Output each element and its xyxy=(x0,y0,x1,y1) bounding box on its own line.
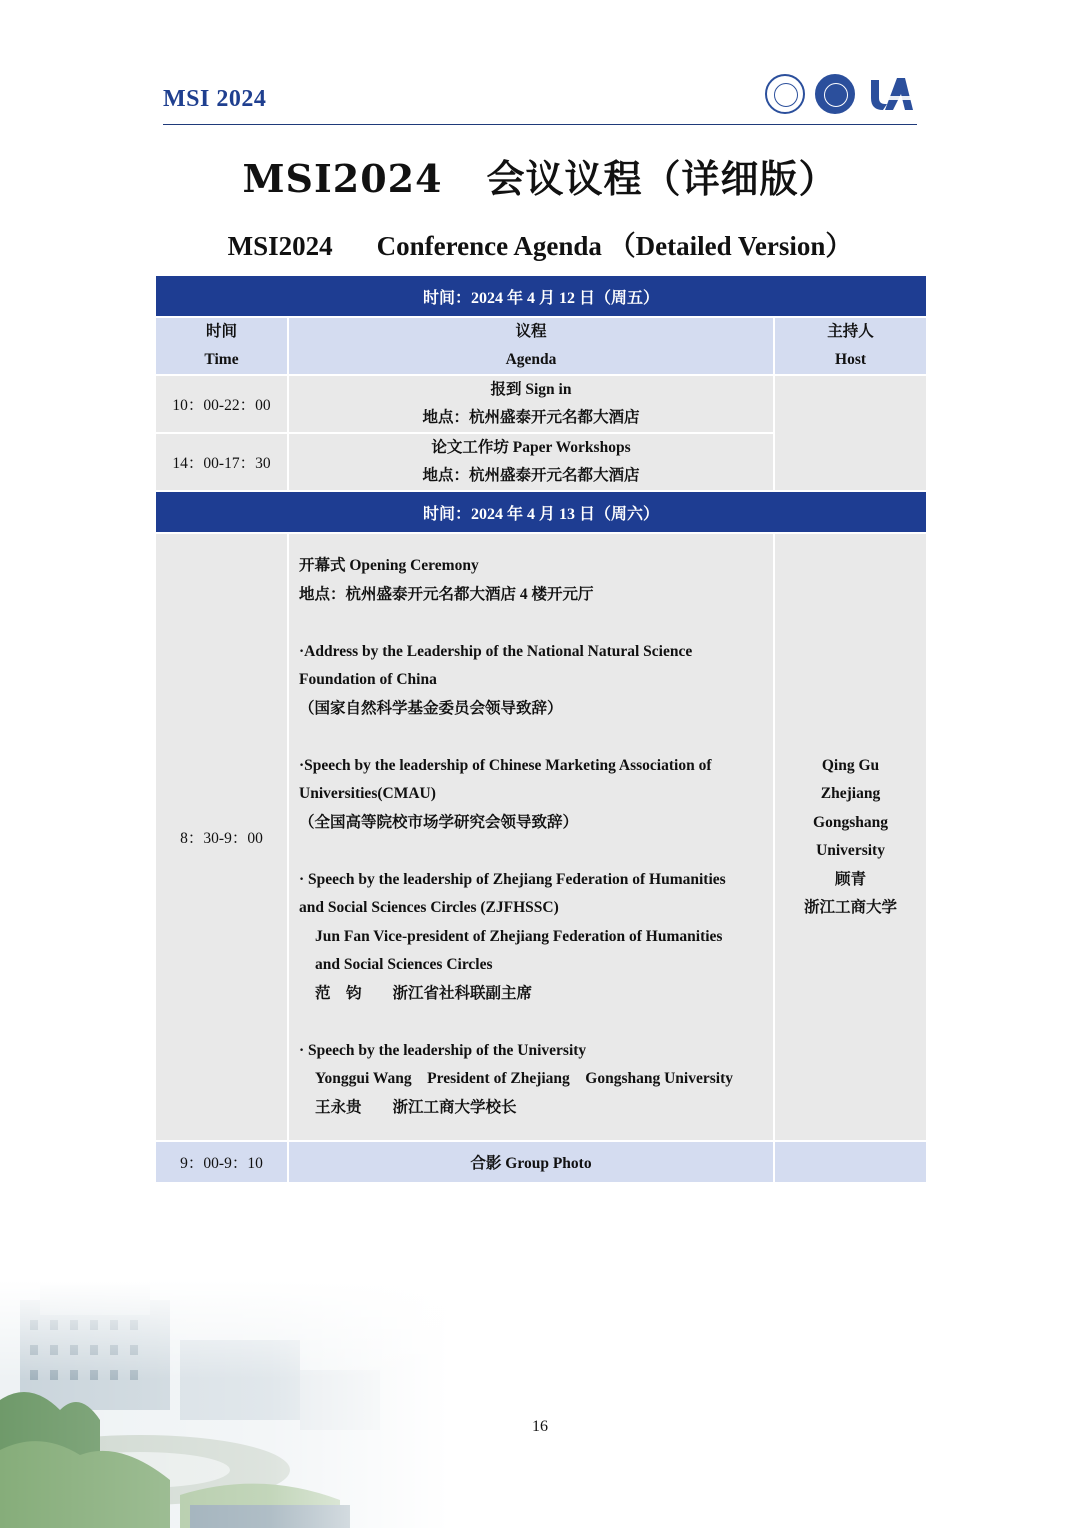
speaker-line-cn: 王永贵 浙江工商大学校长 xyxy=(315,1098,517,1116)
host-cell xyxy=(774,1141,927,1183)
address-line: ·Address by the Leadership of the National Natural Science xyxy=(299,642,693,660)
campus-illustration xyxy=(0,1280,450,1528)
host-line: Zhejiang xyxy=(820,785,881,802)
agenda-cell xyxy=(288,433,774,491)
column-header-cn: 时间 xyxy=(205,323,237,340)
column-header-cn: 主持人 xyxy=(827,323,874,340)
agenda-venue: 地点：杭州盛泰开元名都大酒店 xyxy=(422,467,640,484)
time-cell: 14：00-17：30 xyxy=(155,433,288,491)
table-row-photo xyxy=(155,1141,927,1183)
agenda-venue: 地点：杭州盛泰开元名都大酒店 xyxy=(422,409,640,426)
college-seal-icon xyxy=(815,74,855,114)
title-cn-right: 会议议程（详细版） xyxy=(486,156,838,201)
host-line: 浙江工商大学 xyxy=(804,899,898,916)
page-number: 16 xyxy=(532,1418,548,1435)
opening-title: 开幕式 Opening Ceremony xyxy=(299,557,479,574)
date-label: 时间：2024 年 4 月 12 日（周五） xyxy=(155,275,927,317)
address-line: and Social Sciences Circles (ZJFHSSC) xyxy=(299,899,559,916)
column-header-agenda xyxy=(288,317,774,375)
column-header-en: Host xyxy=(835,351,867,368)
host-line: Gongshang xyxy=(813,813,888,831)
host-cell xyxy=(774,533,927,1141)
host-line: 顾青 xyxy=(835,870,867,888)
agenda-cell xyxy=(288,375,774,433)
column-header-cn: 议程 xyxy=(515,323,547,340)
speaker-line-cn: 范 钧 浙江省社科联副主席 xyxy=(315,984,533,1002)
address-line-cn: （国家自然科学基金委员会领导致辞） xyxy=(299,699,563,717)
address-line-cn: （全国高等院校市场学研究会领导致辞） xyxy=(299,813,579,831)
time-cell: 8：30-9：00 xyxy=(155,533,288,1141)
table-row xyxy=(155,375,927,433)
column-header-time xyxy=(155,317,288,375)
address-line: Foundation of China xyxy=(299,671,437,688)
host-line: University xyxy=(816,842,885,859)
university-seal-icon xyxy=(765,74,805,114)
agenda-table xyxy=(154,274,928,1184)
speaker-line: and Social Sciences Circles xyxy=(315,956,493,973)
time-cell: 9：00-9：10 xyxy=(155,1141,288,1183)
title-en-right: Conference Agenda （Detailed Version） xyxy=(376,231,853,261)
opening-detail-cell xyxy=(288,533,774,1141)
column-header-en: Agenda xyxy=(505,351,557,368)
time-cell: 10：00-22：00 xyxy=(155,375,288,433)
ua-logo-icon xyxy=(865,74,917,114)
page-header xyxy=(163,70,917,125)
date-row-day2 xyxy=(155,491,927,533)
column-header-en: Time xyxy=(204,351,239,368)
agenda-item: 报到 Sign in xyxy=(490,381,572,398)
host-line: Qing Gu xyxy=(821,756,880,774)
date-row-day1 xyxy=(155,275,927,317)
speaker-line: Jun Fan Vice-president of Zhejiang Federation of Humanities xyxy=(315,927,723,945)
title-en-left: MSI2024 xyxy=(227,231,333,261)
table-header-row xyxy=(155,317,927,375)
host-cell xyxy=(774,375,927,491)
address-line: Universities(CMAU) xyxy=(299,785,436,802)
page-title-chinese xyxy=(0,148,1080,203)
table-row-opening xyxy=(155,533,927,1141)
agenda-cell: 合影 Group Photo xyxy=(288,1141,774,1183)
address-line: · Speech by the leadership of Zhejiang Federation of Humanities xyxy=(299,870,726,888)
agenda-item: 论文工作坊 Paper Workshops xyxy=(431,439,631,456)
column-header-host xyxy=(774,317,927,375)
date-label: 时间：2024 年 4 月 13 日（周六） xyxy=(155,491,927,533)
address-line: ·Speech by the leadership of Chinese Marketing Association of xyxy=(299,756,712,774)
address-line: · Speech by the leadership of the University xyxy=(299,1041,587,1059)
title-cn-left: MSI2024 xyxy=(242,156,443,201)
logo-group xyxy=(765,74,917,114)
brand-title: MSI 2024 xyxy=(163,86,267,112)
page-title-english xyxy=(0,224,1080,263)
opening-venue: 地点：杭州盛泰开元名都大酒店 4 楼开元厅 xyxy=(299,585,594,603)
speaker-line: Yonggui Wang President of Zhejiang Gongshang University xyxy=(315,1070,733,1087)
